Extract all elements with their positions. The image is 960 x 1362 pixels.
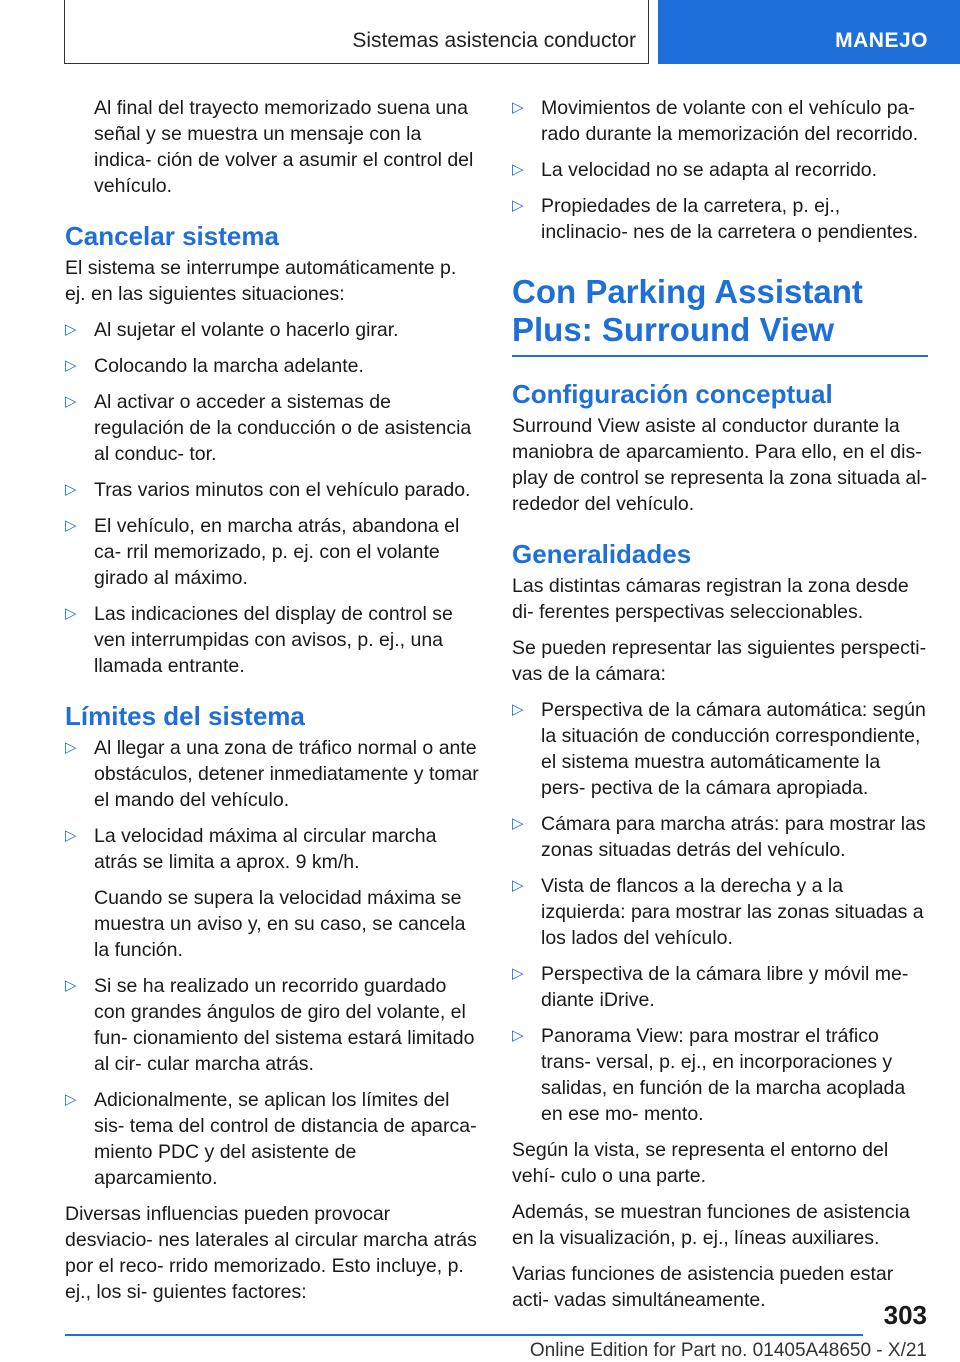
list-item-extra: Cuando se supera la velocidad máxima se muestra un aviso y, en su caso, se cancela la función. bbox=[94, 887, 466, 961]
triangle-bullet-icon: ▷ bbox=[512, 815, 524, 832]
triangle-bullet-icon: ▷ bbox=[65, 357, 77, 374]
cancel-paragraph: El sistema se interrumpe automáticamente p. ej. en las siguientes situaciones: bbox=[65, 257, 457, 305]
triangle-bullet-icon: ▷ bbox=[512, 197, 524, 214]
page-header bbox=[0, 0, 960, 66]
list-item: ▷ Tras varios minutos con el vehículo parado. bbox=[65, 479, 471, 501]
general-paragraph: Varias funciones de asistencia pueden estar acti- vadas simultáneamente. bbox=[512, 1263, 894, 1311]
triangle-bullet-icon: ▷ bbox=[65, 481, 77, 498]
perspectives-list bbox=[512, 697, 928, 1127]
limits-heading: Límites del sistema bbox=[65, 701, 305, 731]
triangle-bullet-icon: ▷ bbox=[65, 827, 77, 844]
limits-outro: Diversas influencias pueden provocar desviacio- nes laterales al circular marcha atrás por el reco- rrido memorizado. Esto incluye, p. ej., los si- guientes factores: bbox=[65, 1203, 477, 1303]
list-item: ▷ Cámara para marcha atrás: para mostrar las zonas situadas detrás del vehículo. bbox=[512, 813, 926, 861]
left-column bbox=[65, 95, 479, 1315]
section-name: Sistemas asistencia conductor bbox=[352, 29, 636, 52]
concept-heading: Configuración conceptual bbox=[512, 379, 833, 409]
triangle-bullet-icon: ▷ bbox=[512, 965, 524, 982]
list-item: ▷ Movimientos de volante con el vehículo pa- rado durante la memorización del recorrido. bbox=[512, 97, 919, 145]
triangle-bullet-icon: ▷ bbox=[512, 99, 524, 116]
list-item: ▷ Perspectiva de la cámara libre y móvil me- diante iDrive. bbox=[512, 963, 909, 1011]
right-column bbox=[512, 95, 928, 1323]
list-item: ▷ Si se ha realizado un recorrido guardado con grandes ángulos de giro del volante, el fun- cionamiento del sistema estará limitado al cir- cular marcha atrás. bbox=[65, 975, 475, 1075]
triangle-bullet-icon: ▷ bbox=[65, 321, 77, 338]
list-item: ▷ Colocando la marcha adelante. bbox=[65, 355, 364, 377]
triangle-bullet-icon: ▷ bbox=[512, 877, 524, 894]
general-paragraph: Según la vista, se representa el entorno del vehí- culo o una parte. bbox=[512, 1139, 889, 1187]
factors-list bbox=[512, 95, 928, 245]
main-section-title: Con Parking Assistant Plus: Surround View bbox=[512, 273, 928, 357]
page-footer bbox=[0, 1290, 960, 1362]
footer-divider bbox=[65, 1334, 863, 1336]
chapter-name: MANEJO bbox=[835, 29, 928, 52]
triangle-bullet-icon: ▷ bbox=[65, 1091, 77, 1108]
list-item: ▷ Las indicaciones del display de control se ven interrumpidas con avisos, p. ej., una llamada entrante. bbox=[65, 603, 453, 677]
triangle-bullet-icon: ▷ bbox=[65, 517, 77, 534]
list-item: ▷ Al sujetar el volante o hacerlo girar. bbox=[65, 319, 399, 341]
triangle-bullet-icon: ▷ bbox=[512, 161, 524, 178]
list-item: ▷ Adicionalmente, se aplican los límites del sis- tema del control de distancia de aparca- miento PDC y del asistente de aparcamiento. bbox=[65, 1089, 477, 1189]
page-number: 303 bbox=[883, 1300, 927, 1330]
list-item: ▷ Propiedades de la carretera, p. ej., inclinacio- nes de la carretera o pendientes. bbox=[512, 195, 919, 243]
general-paragraph: Se pueden representar las siguientes perspecti- vas de la cámara: bbox=[512, 637, 927, 685]
cancel-list bbox=[65, 317, 479, 679]
list-item: ▷ El vehículo, en marcha atrás, abandona el ca- rril memorizado, p. ej. con el volante girado al máximo. bbox=[65, 515, 460, 589]
list-item: ▷ La velocidad no se adapta al recorrido. bbox=[512, 159, 878, 181]
list-item: ▷ Panorama View: para mostrar el tráfico trans- versal, p. ej., en incorporaciones y salidas, en función de la marcha acoplada en ese mo- mento. bbox=[512, 1025, 906, 1125]
triangle-bullet-icon: ▷ bbox=[512, 1027, 524, 1044]
section-tab bbox=[64, 0, 649, 64]
chapter-tab bbox=[658, 0, 960, 64]
triangle-bullet-icon: ▷ bbox=[512, 701, 524, 718]
edition-note: Online Edition for Part no. 01405A48650 - X/21 bbox=[529, 1340, 927, 1361]
triangle-bullet-icon: ▷ bbox=[65, 739, 77, 756]
triangle-bullet-icon: ▷ bbox=[65, 605, 77, 622]
list-item: ▷ Al activar o acceder a sistemas de regulación de la conducción o de asistencia al conduc- tor. bbox=[65, 391, 472, 465]
limits-list bbox=[65, 735, 479, 1191]
list-item: ▷ Vista de flancos a la derecha y a la izquierda: para mostrar las zonas situadas a los lados del vehículo. bbox=[512, 875, 924, 949]
triangle-bullet-icon: ▷ bbox=[65, 977, 77, 994]
concept-paragraph: Surround View asiste al conductor durante la maniobra de aparcamiento. Para ello, en el dis- play de control se representa la zona situada al- rededor del vehículo. bbox=[512, 415, 928, 515]
triangle-bullet-icon: ▷ bbox=[65, 393, 77, 410]
list-item: ▷ La velocidad máxima al circular marcha atrás se limita a aprox. 9 km/h. Cuando se supera la velocidad máxima se muestra un aviso y, en su caso, se cancela la función. bbox=[65, 823, 479, 963]
general-heading: Generalidades bbox=[512, 539, 692, 569]
intro-paragraph: Al final del trayecto memorizado suena una señal y se muestra un mensaje con la indica- ción de volver a asumir el control del vehículo. bbox=[94, 97, 474, 197]
list-item: ▷ Al llegar a una zona de tráfico normal o ante obstáculos, detener inmediatamente y tomar el mando del vehículo. bbox=[65, 737, 479, 811]
general-paragraph: Además, se muestran funciones de asistencia en la visualización, p. ej., líneas auxiliares. bbox=[512, 1201, 910, 1249]
list-item: ▷ Perspectiva de la cámara automática: según la situación de conducción correspondiente, el sistema muestra automáticamente la pers- pectiva de la cámara apropiada. bbox=[512, 699, 926, 799]
general-paragraph: Las distintas cámaras registran la zona desde di- ferentes perspectivas seleccionables. bbox=[512, 575, 909, 623]
cancel-heading: Cancelar sistema bbox=[65, 221, 279, 251]
